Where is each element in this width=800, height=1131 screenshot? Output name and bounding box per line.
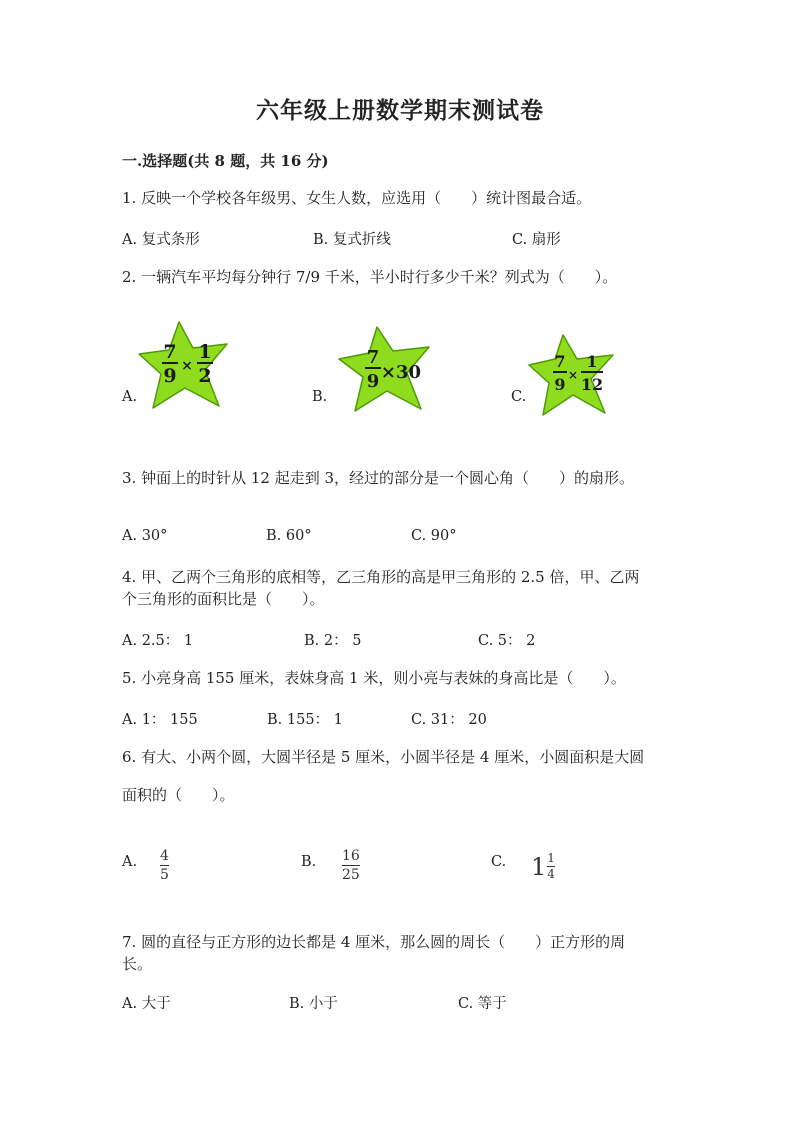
- question-4-line-2: 个三角形的面积比是（ ）。: [122, 590, 325, 608]
- q3-option-b[interactable]: B. 60°: [266, 528, 312, 544]
- q6-option-a[interactable]: A.: [122, 854, 138, 870]
- q6-fraction-a: [160, 848, 169, 883]
- star-c-den: 9: [554, 375, 566, 394]
- star-c-op: ×: [567, 368, 579, 382]
- star-b-op: ×30: [380, 362, 422, 383]
- question-7-line-2: 长。: [122, 955, 153, 973]
- q1-option-a[interactable]: A. 复式条形: [122, 232, 200, 248]
- star-a-num2: 1: [198, 341, 212, 363]
- question-6-line-1: 6. 有大、小两个圆，大圆半径是 5 厘米，小圆半径是 4 厘米，小圆面积是大圆: [122, 748, 645, 766]
- question-2: 2. 一辆汽车平均每分钟行 7/9 千米，半小时行多少千米？列式为（ ）。: [122, 268, 618, 286]
- q6-option-b[interactable]: B.: [301, 854, 317, 870]
- q1-option-b[interactable]: B. 复式折线: [313, 232, 391, 248]
- q4-option-b[interactable]: B. 2： 5: [304, 633, 362, 649]
- star-a-num: 7: [163, 341, 177, 363]
- q6-fraction-b: [342, 848, 360, 883]
- question-3: 3. 钟面上的时针从 12 起走到 3，经过的部分是一个圆心角（ ）的扇形。: [122, 469, 635, 487]
- q6-option-c[interactable]: C.: [491, 854, 507, 870]
- q5-option-a[interactable]: A. 1： 155: [122, 712, 198, 728]
- q2-option-c[interactable]: C.: [511, 389, 527, 405]
- q4-option-c[interactable]: C. 5： 2: [478, 633, 536, 649]
- star-a-den2: 2: [198, 365, 212, 387]
- mixed-whole: 1: [531, 852, 547, 881]
- q4-option-a[interactable]: A. 2.5： 1: [122, 633, 194, 649]
- q5-option-c[interactable]: C. 31： 20: [411, 712, 487, 728]
- q7-option-a[interactable]: A. 大于: [122, 996, 171, 1012]
- question-1: 1. 反映一个学校各年级男、女生人数，应选用（ ）统计图最合适。: [122, 189, 592, 207]
- fraction-denominator: 25: [342, 867, 360, 883]
- fraction-numerator: 16: [342, 848, 360, 864]
- section-heading: 一.选择题(共 8 题，共 16 分): [122, 152, 329, 170]
- q5-option-b[interactable]: B. 155： 1: [267, 712, 343, 728]
- q3-option-c[interactable]: C. 90°: [411, 528, 457, 544]
- q2-option-a[interactable]: A.: [122, 389, 138, 405]
- fraction-denominator: 5: [160, 867, 169, 883]
- star-a-image[interactable]: [135, 320, 235, 412]
- star-a-op: ×: [181, 358, 193, 374]
- fraction-denominator: 4: [547, 867, 555, 881]
- fraction-numerator: 4: [160, 848, 169, 864]
- question-7-line-1: 7. 圆的直径与正方形的边长都是 4 厘米，那么圆的周长（ ）正方形的周: [122, 933, 626, 951]
- q7-option-c[interactable]: C. 等于: [458, 996, 507, 1012]
- star-b-num: 7: [366, 347, 380, 368]
- mixed-fraction: [547, 852, 555, 881]
- q3-option-a[interactable]: A. 30°: [122, 528, 168, 544]
- question-5: 5. 小亮身高 155 厘米，表妹身高 1 米，则小亮与表妹的身高比是（ ）。: [122, 669, 626, 687]
- star-b-den: 9: [366, 371, 380, 392]
- star-c-image[interactable]: [527, 333, 619, 417]
- star-c-den2: 12: [580, 375, 604, 394]
- star-a-den: 9: [163, 365, 177, 387]
- fraction-numerator: 1: [547, 851, 555, 865]
- q1-option-c[interactable]: C. 扇形: [512, 232, 561, 248]
- q7-option-b[interactable]: B. 小于: [289, 996, 338, 1012]
- star-c-num2: 1: [586, 352, 598, 371]
- q2-option-b[interactable]: B.: [312, 389, 328, 405]
- star-c-num: 7: [554, 352, 566, 371]
- page-title: 六年级上册数学期末测试卷: [256, 97, 544, 124]
- q6-mixed-number-c: [531, 852, 555, 881]
- question-6-line-2: 面积的（ ）。: [122, 786, 235, 804]
- question-4-line-1: 4. 甲、乙两个三角形的底相等，乙三角形的高是甲三角形的 2.5 倍，甲、乙两: [122, 568, 640, 586]
- star-b-image[interactable]: [335, 325, 435, 415]
